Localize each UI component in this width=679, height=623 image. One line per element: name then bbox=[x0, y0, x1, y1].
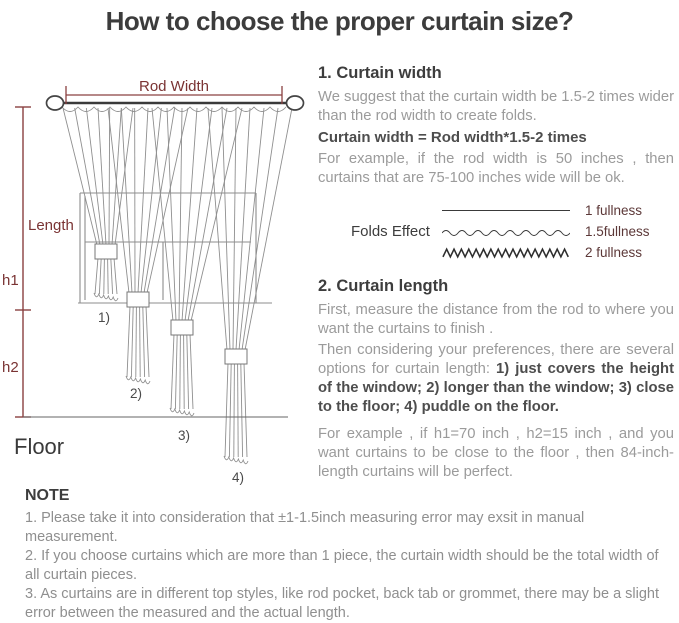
curtain-label-4: 4) bbox=[232, 470, 244, 485]
length-label: Length bbox=[28, 217, 74, 234]
h2-label: h2 bbox=[2, 359, 19, 376]
page-title: How to choose the proper curtain size? bbox=[0, 6, 679, 37]
folds-effect-block bbox=[318, 200, 674, 263]
curtain-size-diagram bbox=[0, 62, 312, 492]
note-item-3: 3. As curtains are in different top styles, like rod pocket, back tab or grommet, there may be a slight error between the measured and the actual length. bbox=[25, 585, 675, 623]
note-item-2: 2. If you choose curtains which are more than 1 piece, the curtain width should be the total width of all curtain pieces. bbox=[25, 547, 675, 585]
finial-left-icon bbox=[47, 96, 64, 110]
curtain-diagram-svg bbox=[0, 62, 312, 492]
note-item-1: 1. Please take it into consideration that ±1-1.5inch measuring error may exsit in manual measurement. bbox=[25, 509, 675, 547]
zigzag-line-icon bbox=[442, 247, 570, 259]
curtain-label-3: 3) bbox=[178, 428, 190, 443]
fullness-1-5-label: 1.5fullness bbox=[585, 224, 650, 239]
curtain-panels bbox=[62, 107, 292, 464]
curtain-length-options: 1) just covers the height of the window; 2) longer than the window; 3) close to the floor; 4) puddle on the floor. bbox=[318, 361, 674, 415]
curtain-label-2: 2) bbox=[130, 386, 142, 401]
fullness-2-label: 2 fullness bbox=[585, 245, 642, 260]
instructions-column bbox=[318, 64, 674, 482]
curtain-length-para2 bbox=[318, 341, 674, 417]
folds-effect-label: Folds Effect bbox=[318, 223, 442, 240]
folds-row-1-5-fullness bbox=[442, 221, 674, 242]
folds-effect-rows bbox=[442, 200, 674, 263]
curtain-width-para2: For example, if the rod width is 50 inches , then curtains that are 75-100 inches wide will be ok. bbox=[318, 150, 674, 188]
floor-label: Floor bbox=[14, 434, 64, 459]
curtain-length-para1: First, measure the distance from the rod to where you want the curtains to finish . bbox=[318, 301, 674, 339]
note-heading: NOTE bbox=[25, 487, 675, 505]
h1-label: h1 bbox=[2, 272, 19, 289]
note-section bbox=[25, 487, 675, 623]
straight-line-icon bbox=[442, 210, 570, 211]
rod-width-label: Rod Width bbox=[139, 78, 209, 95]
wave-line-icon bbox=[442, 227, 570, 237]
curtain-label-1: 1) bbox=[98, 310, 110, 325]
curtain-length-heading: 2. Curtain length bbox=[318, 277, 674, 296]
curtain-width-formula: Curtain width = Rod width*1.5-2 times bbox=[318, 128, 674, 148]
curtain-length-para2-plain: Then considering your preferences, there are several options for curtain length: bbox=[318, 342, 674, 377]
curtain-width-para1: We suggest that the curtain width be 1.5-2 times wider than the rod width to create folds. bbox=[318, 88, 674, 126]
finial-right-icon bbox=[287, 96, 304, 110]
curtain-width-heading: 1. Curtain width bbox=[318, 64, 674, 83]
folds-row-2-fullness bbox=[442, 242, 674, 263]
fullness-1-label: 1 fullness bbox=[585, 203, 642, 218]
curtain-length-para3: For example , if h1=70 inch , h2=15 inch , and you want curtains to be close to the floor , then 84-inch-length curtains will be perfect. bbox=[318, 425, 674, 482]
folds-row-1-fullness bbox=[442, 200, 674, 221]
